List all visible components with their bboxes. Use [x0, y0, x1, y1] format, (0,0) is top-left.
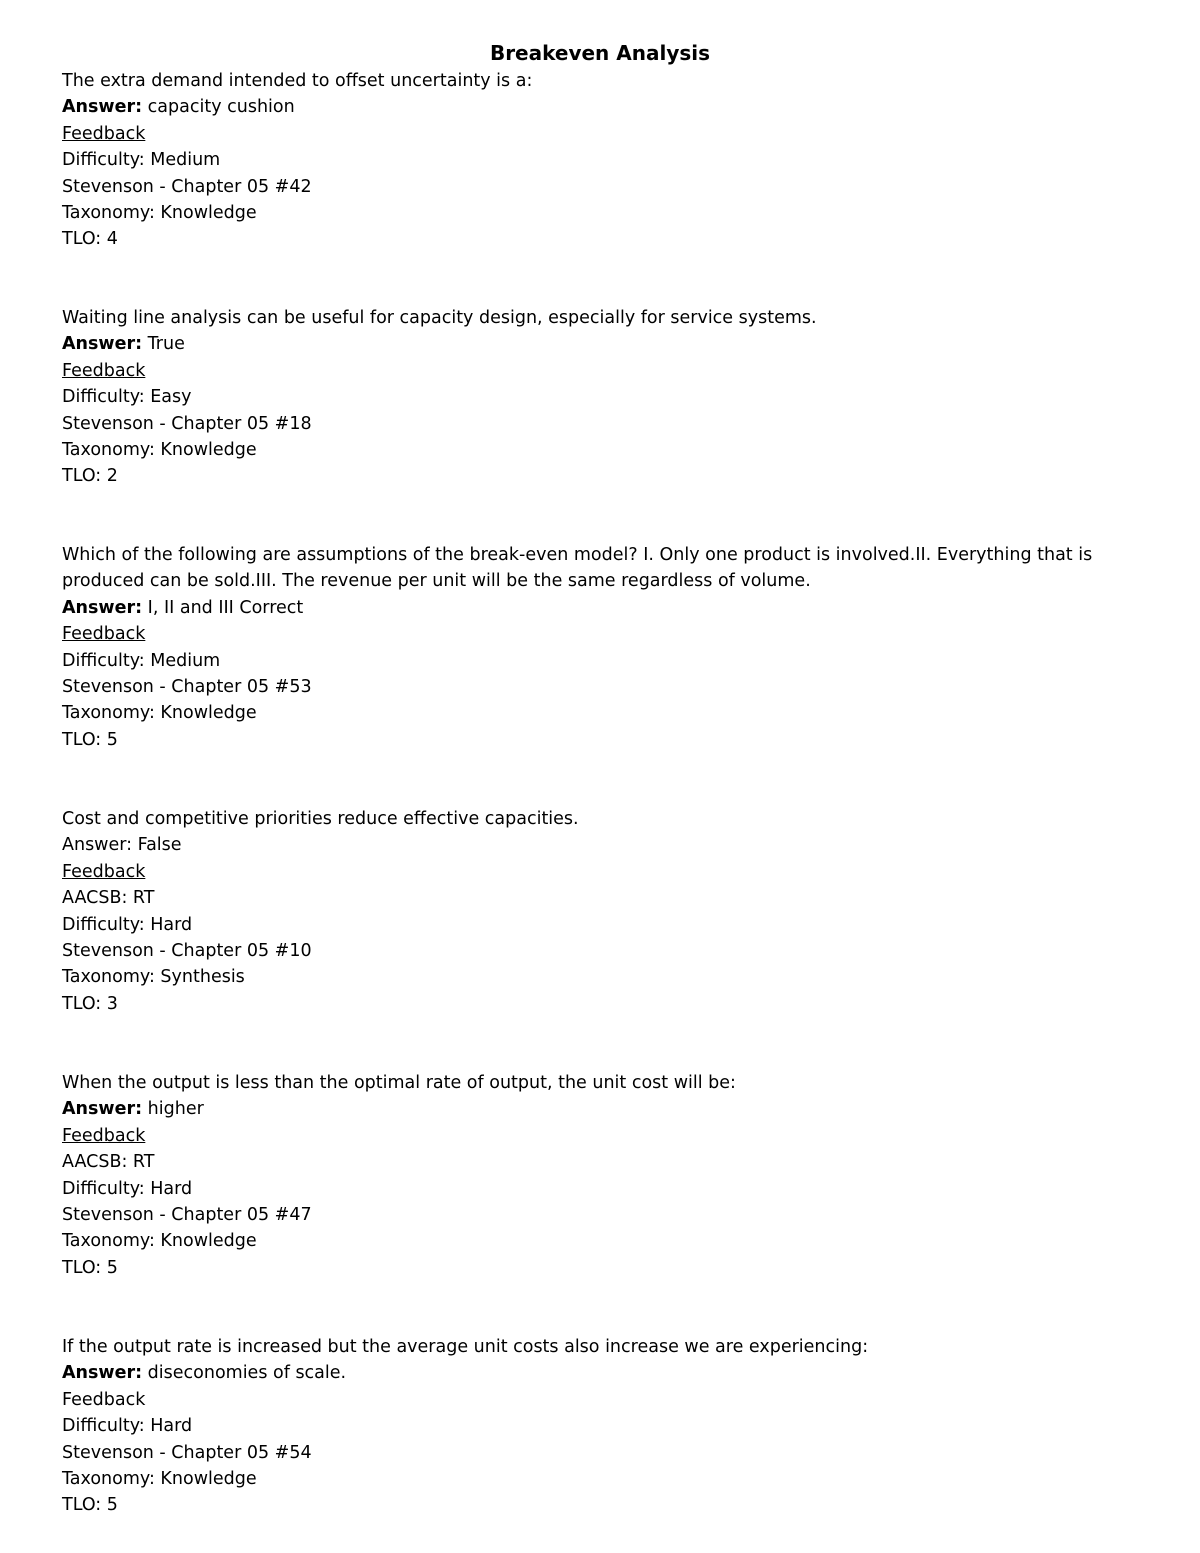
taxonomy: Taxonomy: Knowledge	[62, 703, 257, 724]
source: Stevenson - Chapter 05 #18	[62, 413, 312, 434]
feedback-text: Feedback	[62, 1389, 146, 1410]
difficulty: Difficulty: Hard	[62, 914, 193, 935]
answer-line	[62, 1360, 1142, 1386]
answer-value: capacity cushion	[147, 97, 295, 118]
taxonomy: Taxonomy: Knowledge	[62, 440, 257, 461]
feedback-link[interactable]: Feedback	[62, 360, 146, 381]
tlo: TLO: 4	[62, 229, 118, 250]
answer-line	[62, 595, 1142, 621]
answer-value: I, II and III Correct	[147, 597, 304, 618]
tlo: TLO: 5	[62, 1257, 118, 1278]
answer-line	[62, 1096, 1142, 1122]
taxonomy: Taxonomy: Knowledge	[62, 203, 257, 224]
feedback-link[interactable]: Feedback	[62, 1125, 146, 1146]
question-block	[62, 542, 1142, 753]
question-text: Cost and competitive priorities reduce effective capacities.	[62, 809, 579, 829]
feedback-link[interactable]: Feedback	[62, 624, 146, 645]
taxonomy: Taxonomy: Synthesis	[62, 967, 245, 988]
taxonomy: Taxonomy: Knowledge	[62, 1469, 257, 1490]
difficulty: Difficulty: Hard	[62, 1416, 193, 1437]
answer-line	[62, 331, 1142, 357]
question-block	[62, 68, 1142, 253]
source: Stevenson - Chapter 05 #47	[62, 1205, 312, 1226]
answer-label: Answer:	[62, 597, 143, 618]
source: Stevenson - Chapter 05 #10	[62, 941, 312, 962]
answer-label: Answer:	[62, 334, 143, 355]
question-text: When the output is less than the optimal rate of output, the unit cost will be:	[62, 1073, 736, 1093]
tlo: TLO: 3	[62, 993, 118, 1014]
answer-line	[62, 94, 1142, 120]
question-text: The extra demand intended to offset uncertainty is a:	[62, 71, 533, 91]
source: Stevenson - Chapter 05 #42	[62, 176, 312, 197]
source: Stevenson - Chapter 05 #53	[62, 677, 312, 698]
question-block	[62, 1334, 1142, 1519]
question-text: Which of the following are assumptions of the break-even model? I. Only one product is involved.II. Everything that is produced can be sold.III. The revenue per unit will be the same regardless of volume.	[62, 545, 1093, 592]
feedback-link[interactable]: Feedback	[62, 861, 146, 882]
question-block	[62, 806, 1142, 1017]
answer-value: diseconomies of scale.	[147, 1363, 347, 1384]
difficulty: Difficulty: Medium	[62, 150, 221, 171]
answer-label: Answer:	[62, 1363, 143, 1384]
page-title: Breakeven Analysis	[489, 41, 711, 65]
answer-line: Answer: False	[62, 835, 182, 856]
taxonomy: Taxonomy: Knowledge	[62, 1231, 257, 1252]
question-text: If the output rate is increased but the average unit costs also increase we are experiencing:	[62, 1337, 869, 1357]
source: Stevenson - Chapter 05 #54	[62, 1442, 312, 1463]
answer-value: True	[147, 334, 185, 355]
answer-label: Answer:	[62, 97, 143, 118]
answer-value: higher	[147, 1099, 204, 1120]
difficulty: Difficulty: Hard	[62, 1178, 193, 1199]
question-block	[62, 305, 1142, 490]
feedback-link[interactable]: Feedback	[62, 123, 146, 144]
question-text: Waiting line analysis can be useful for capacity design, especially for service systems.	[62, 308, 817, 328]
aacsb: AACSB: RT	[62, 888, 155, 909]
tlo: TLO: 5	[62, 1495, 118, 1516]
difficulty: Difficulty: Medium	[62, 650, 221, 671]
tlo: TLO: 2	[62, 466, 118, 487]
answer-label: Answer:	[62, 1099, 143, 1120]
tlo: TLO: 5	[62, 729, 118, 750]
question-block	[62, 1070, 1142, 1281]
aacsb: AACSB: RT	[62, 1152, 155, 1173]
difficulty: Difficulty: Easy	[62, 387, 192, 408]
